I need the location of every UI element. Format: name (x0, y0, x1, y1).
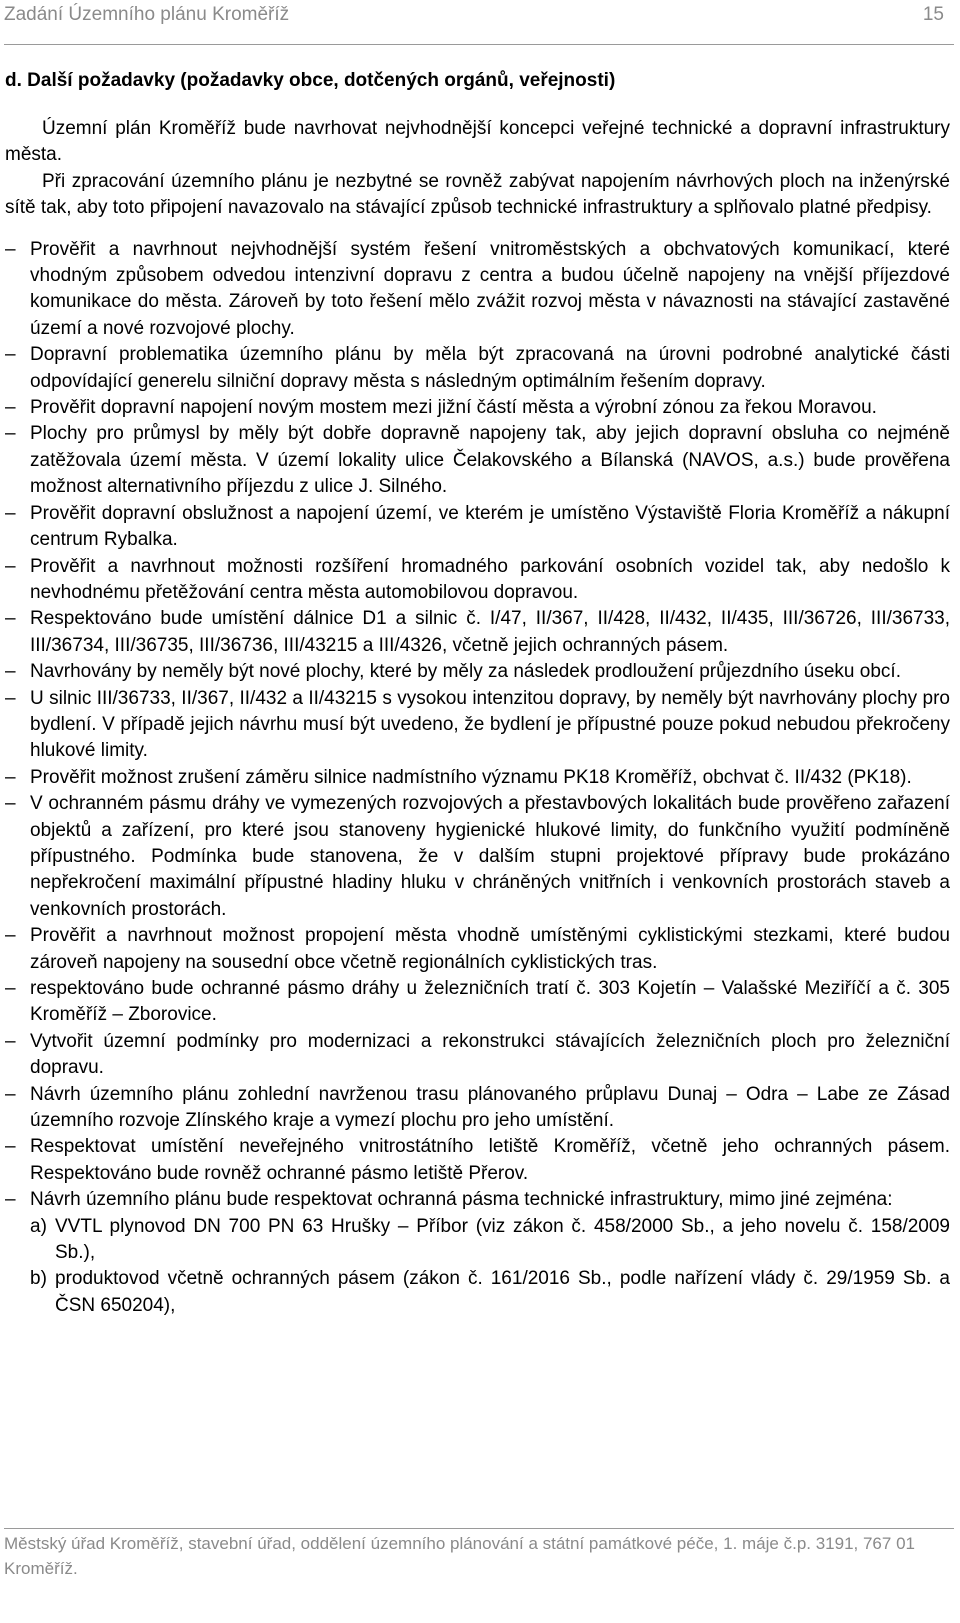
list-item (5, 395, 950, 421)
list-item (5, 501, 950, 554)
dash-marker: – (5, 661, 16, 683)
list-item (5, 554, 950, 607)
list-item (5, 659, 950, 685)
footer-text: Městský úřad Kroměříž, stavební úřad, oddělení územního plánování a státní památkové péče, 1. máje č.p. 3191, 767 01 Kroměříž. (4, 1534, 915, 1578)
list-item (5, 976, 950, 1029)
dash-marker: – (5, 397, 16, 419)
list-item (5, 1187, 950, 1319)
dash-marker: – (5, 978, 16, 999)
sublist-item-text: VVTL plynovod DN 700 PN 63 Hrušky – Příbor (viz zákon č. 458/2000 Sb., a jeho novelu č. 158/2009 Sb.), (55, 1215, 950, 1264)
list-item (5, 686, 950, 765)
list-item-text: Navrhovány by neměly být nové plochy, které by měly za následek prodloužení průjezdního úseku obcí. (30, 661, 901, 683)
list-item (5, 1134, 950, 1187)
dash-marker: – (5, 1136, 16, 1158)
dash-marker: – (5, 344, 16, 366)
sublist-marker: a) (30, 1215, 47, 1237)
list-item (5, 1082, 950, 1135)
list-item-text: Prověřit a navrhnout nejvhodnější systém řešení vnitroměstských a obchvatových komunikací, které vhodným způsobem odvedou intenzivní dopravu z centra a budou účelně napojeny na vnější příjezdové komunikace do města. Zároveň by toto řešení mělo zvážit rozvoj města v návaznosti na stávající zastavěné území a nové rozvojové plochy. (30, 238, 950, 339)
dash-marker: – (5, 925, 16, 947)
dash-marker: – (5, 502, 16, 524)
dash-marker: – (5, 555, 16, 577)
list-item (5, 765, 950, 791)
paragraph: Při zpracování územního plánu je nezbytné se rovněž zabývat napojením návrhových ploch na inženýrské sítě tak, aby toto připojení navazovalo na stávající způsob technické infrastruktury a splňovalo platné předpisy. (5, 170, 950, 219)
list-item (5, 237, 950, 343)
list-item-text: Prověřit dopravní napojení novým mostem mezi jižní částí města a výrobní zónou za řekou Moravou. (30, 397, 877, 419)
page-number: 15 (922, 4, 944, 25)
dash-marker: – (5, 608, 16, 630)
sublist-item (30, 1266, 950, 1319)
sublist-item-text: produktovod včetně ochranných pásem (zákon č. 161/2016 Sb., podle nařízení vlády č. 29/1959 Sb. a ČSN 650204), (55, 1268, 950, 1316)
list-item-text: Respektovat umístění neveřejného vnitrostátního letiště Kroměříž, včetně jeho ochranných pásem. Respektováno bude rovněž ochranné pásmo letiště Přerov. (30, 1136, 950, 1184)
page-header (4, 4, 954, 45)
section-heading: d. Další požadavky (požadavky obce, dotčených orgánů, veřejnosti) (5, 70, 616, 91)
list-item-text: Dopravní problematika územního plánu by měla být zpracovaná na úrovni podrobné analytické části odpovídající generelu silniční dopravy města s následným optimálním řešením dopravy. (30, 344, 950, 392)
list-item-text: respektováno bude ochranné pásmo dráhy u železničních tratí č. 303 Kojetín – Valašské Meziříčí a č. 305 Kroměříž – Zborovice. (30, 978, 950, 1026)
protection-zones-sublist (30, 1214, 950, 1320)
list-item-text: Prověřit a navrhnout možnost propojení města vhodně umístěnými cyklistickými stezkami, které budou zároveň napojeny na sousední obce včetně regionálních cyklistických tras. (30, 925, 950, 973)
list-item-text: Návrh územního plánu zohlední navrženou trasu plánovaného průplavu Dunaj – Odra – Labe ze Zásad územního rozvoje Zlínského kraje a vymezí plochu pro jeho umístění. (30, 1083, 950, 1132)
list-item-text: Prověřit možnost zrušení záměru silnice nadmístního významu PK18 Kroměříž, obchvat č. II/432 (PK18). (30, 766, 912, 788)
list-item-text: Prověřit a navrhnout možnosti rozšíření hromadného parkování osobních vozidel tak, aby nedošlo k nevhodnému přetěžování centra města automobilovou dopravou. (30, 555, 950, 603)
list-item-text: Návrh územního plánu bude respektovat ochranná pásma technické infrastruktury, mimo jiné zejména: (30, 1189, 893, 1211)
main-content (5, 116, 950, 1319)
dash-marker: – (5, 423, 16, 445)
list-item (5, 1029, 950, 1082)
list-item-text: Plochy pro průmysl by měly být dobře dopravně napojeny tak, aby jejich dopravní obsluha co nejméně zatěžovala území města. V území lokality ulice Čelakovského a Bílanská (NAVOS, a.s.) bude prověřena možnost alternativního příjezdu z ulice J. Silného. (30, 423, 950, 498)
dash-marker: – (5, 766, 16, 788)
list-item-text: Respektováno bude umístění dálnice D1 a silnic č. I/47, II/367, II/428, II/432, II/435, III/36726, III/36733, III/36734, III/36735, III/36736, III/43215 a III/4326, včetně jejich ochranných pásem. (30, 608, 950, 656)
requirements-list (5, 237, 950, 1320)
dash-marker: – (5, 238, 16, 260)
sublist-item (30, 1214, 950, 1267)
paragraph: Územní plán Kroměříž bude navrhovat nejvhodnější koncepci veřejné technické a dopravní infrastruktury města. (5, 118, 950, 166)
dash-marker: – (5, 1030, 16, 1052)
page-footer (4, 1528, 954, 1623)
list-item (5, 421, 950, 500)
dash-marker: – (5, 687, 16, 709)
dash-marker: – (5, 1083, 16, 1105)
list-item-text: Prověřit dopravní obslužnost a napojení území, ve kterém je umístěno Výstaviště Floria Kroměříž a nákupní centrum Rybalka. (30, 502, 950, 551)
list-item-text: U silnic III/36733, II/367, II/432 a II/43215 s vysokou intenzitou dopravy, by neměly být navrhovány plochy pro bydlení. V případě jejich návrhu musí být uvedeno, že bydlení je přípustné pouze pokud nebudou překročeny hlukové limity. (30, 687, 950, 762)
sublist-marker: b) (30, 1268, 47, 1290)
list-item (5, 923, 950, 976)
list-item-text: Vytvořit územní podmínky pro modernizaci a rekonstrukci stávajících železničních ploch pro železniční dopravu. (30, 1030, 950, 1079)
list-item (5, 342, 950, 395)
list-item (5, 791, 950, 923)
dash-marker: – (5, 1189, 16, 1211)
document-title: Zadání Územního plánu Kroměříž (4, 4, 290, 25)
list-item (5, 606, 950, 659)
list-item-text: V ochranném pásmu dráhy ve vymezených rozvojových a přestavbových lokalitách bude prověřeno zařazení objektů a zařízení, pro které jsou stanoveny hygienické hlukové limity, do funkčního využití podmíněně přípustného. Podmínka bude stanovena, že v dalším stupni projektové přípravy bude prokázáno nepřekročení maximální přípustné hladiny hluku v chráněných vnitřních i venkovních prostorách staveb a venkovních prostorách. (30, 793, 950, 920)
dash-marker: – (5, 793, 16, 815)
